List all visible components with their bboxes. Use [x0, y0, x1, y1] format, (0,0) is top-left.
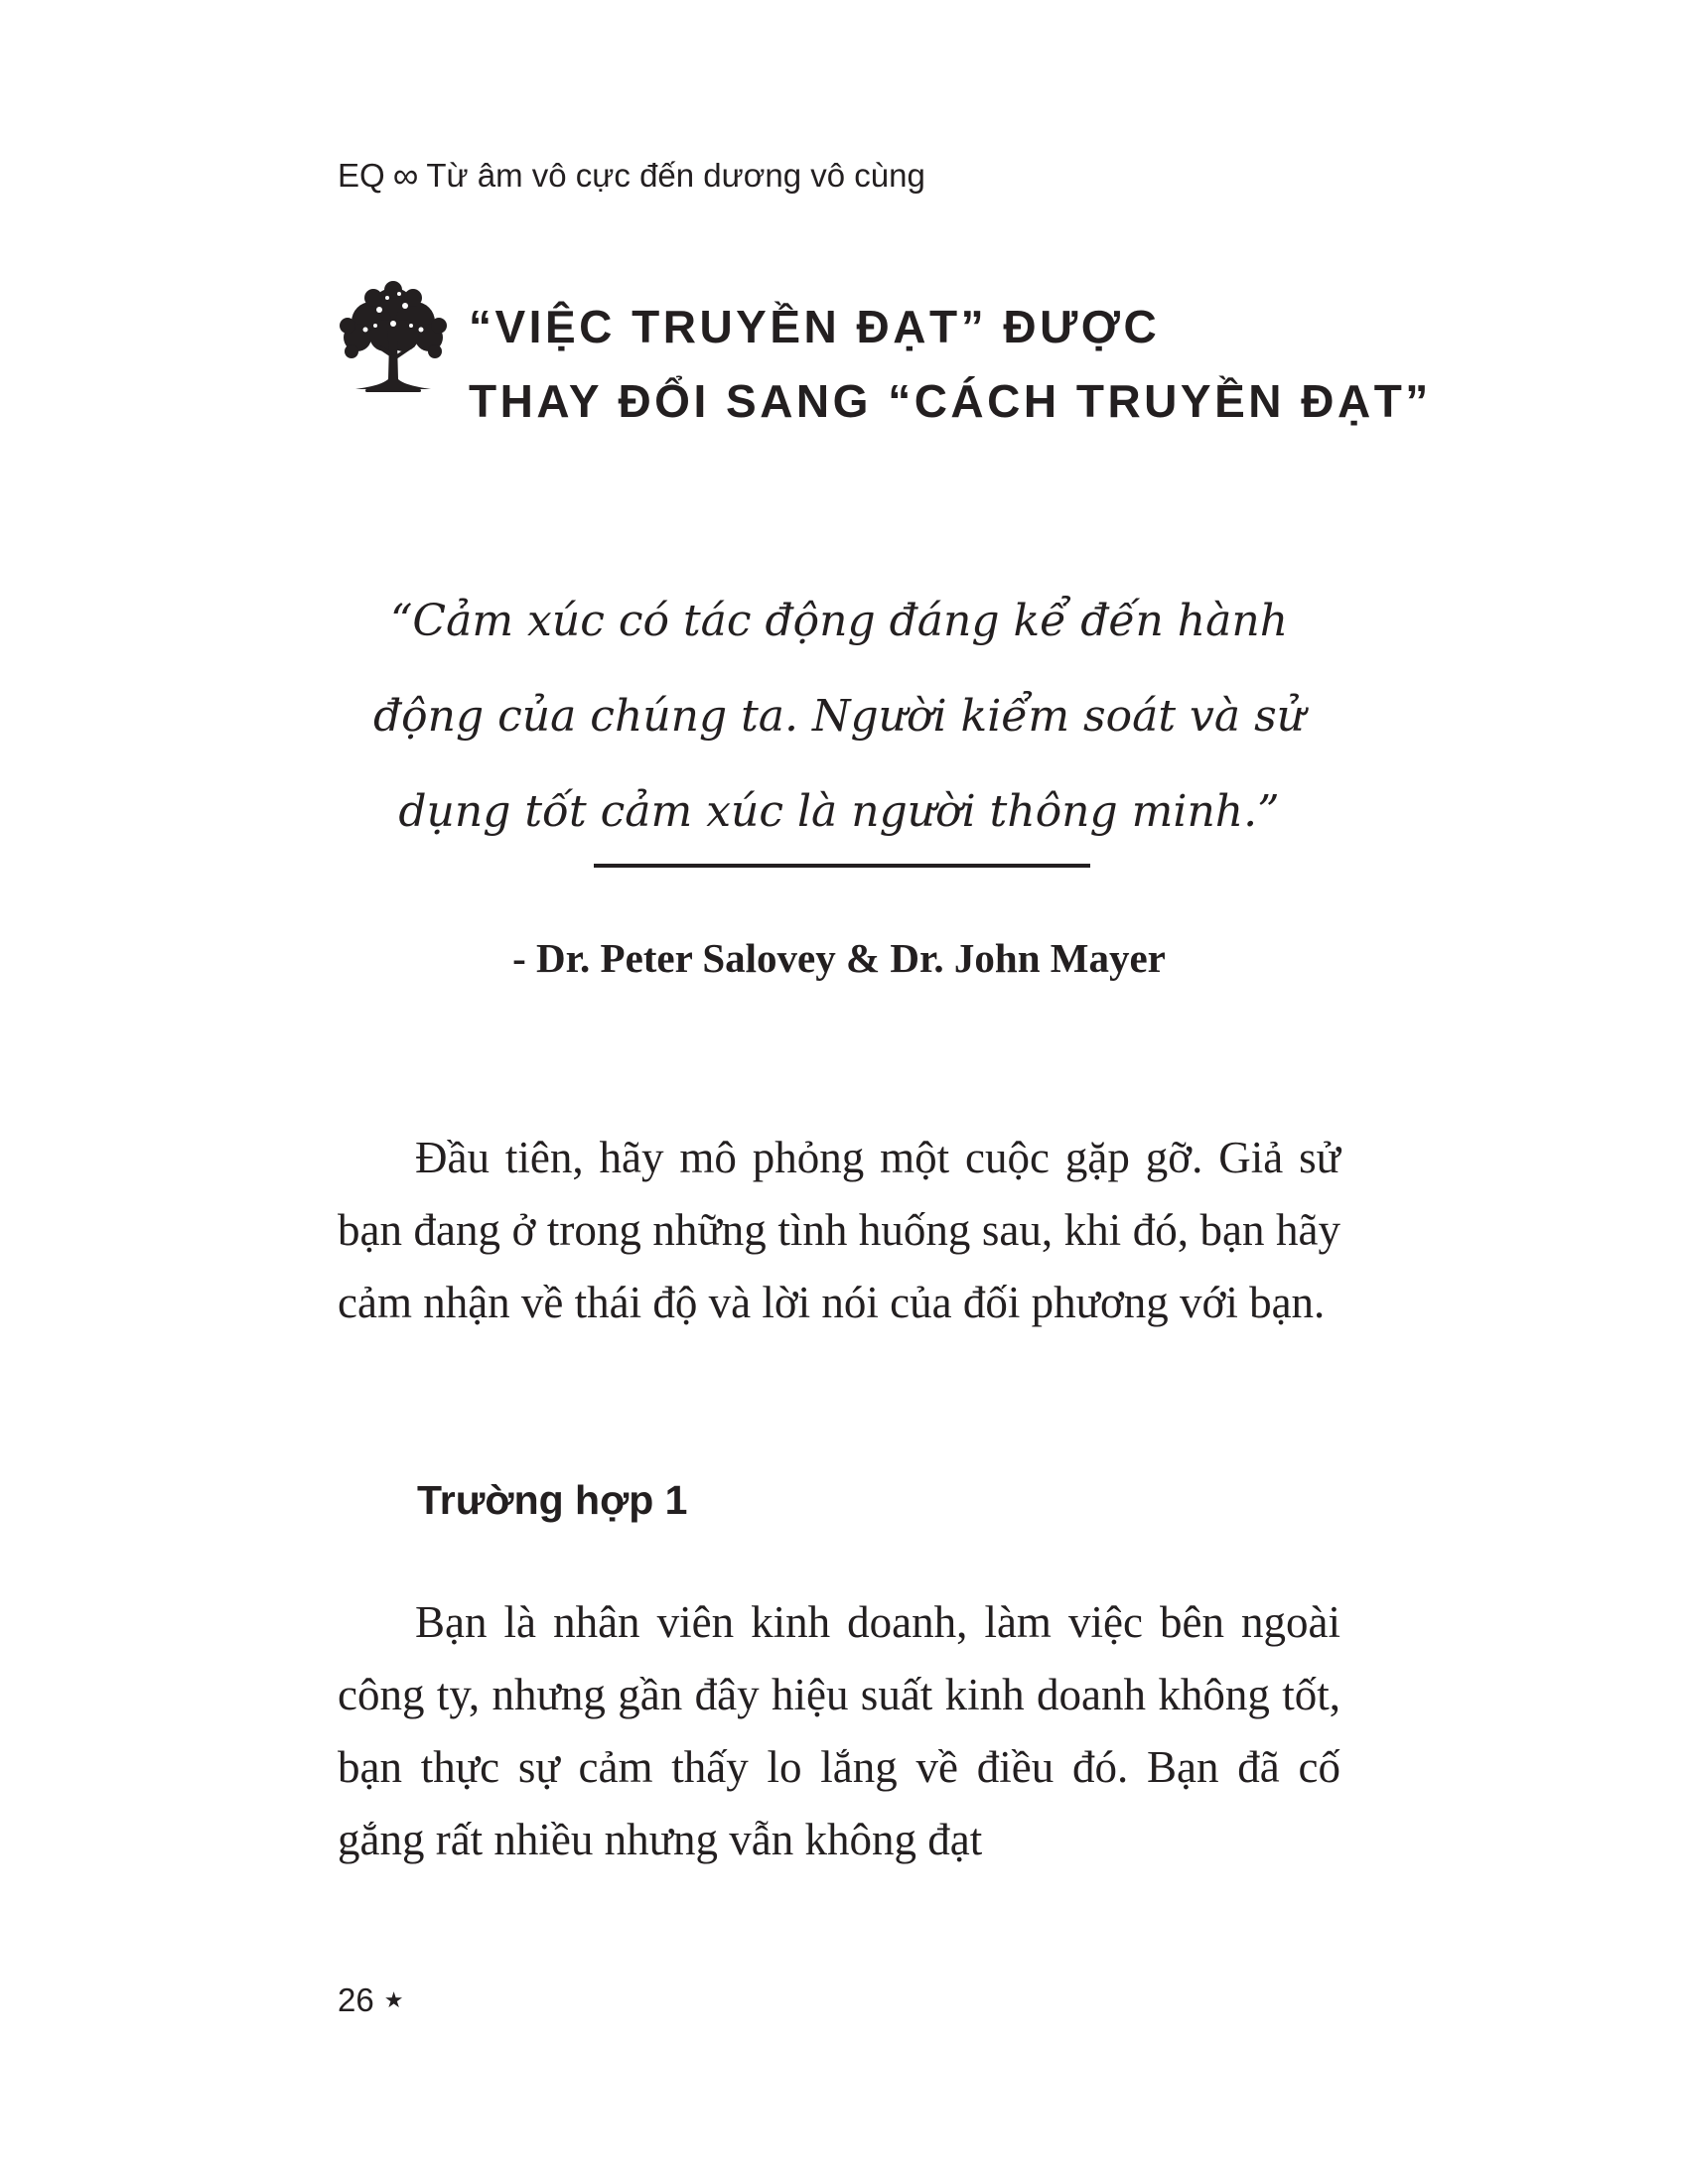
section-heading: Trường hợp 1: [417, 1477, 688, 1523]
book-subtitle: Từ âm vô cực đến dương vô cùng: [426, 157, 925, 194]
chapter-title-line2: THAY ĐỔI SANG “CÁCH TRUYỀN ĐẠT”: [469, 375, 1432, 427]
paragraph-case-1: Bạn là nhân viên kinh doanh, làm việc bên ngoài công ty, nhưng gần đây hiệu suất kinh doanh không tốt, bạn thực sự cảm thấy lo lắng về điều đó. Bạn đã cố gắng rất nhiều nhưng vẫn không đạt: [338, 1597, 1340, 1864]
page-number: 26: [338, 1981, 374, 2018]
running-header: [338, 157, 925, 195]
paragraph-intro: Đầu tiên, hãy mô phỏng một cuộc gặp gỡ. Giả sử bạn đang ở trong những tình huống sau, khi đó, bạn hãy cảm nhận về thái độ và lời nói của đối phương với bạn.: [338, 1133, 1340, 1327]
chapter-title-line1: “VIỆC TRUYỀN ĐẠT” ĐƯỢC: [469, 301, 1161, 352]
tree-icon: [336, 280, 451, 399]
chapter-title: [469, 290, 1432, 439]
epigraph-quote: “Cảm xúc có tác động đáng kể đến hành động của chúng ta. Người kiểm soát và sử dụng tốt cảm xúc là người thông minh.”: [372, 596, 1306, 837]
star-icon: ★: [383, 1987, 404, 2012]
quote-divider: [594, 864, 1090, 868]
quote-author: - Dr. Peter Salovey & Dr. John Mayer: [512, 935, 1166, 981]
book-title: EQ: [338, 157, 385, 194]
page-footer: [338, 1981, 403, 2019]
infinity-icon: ∞: [392, 155, 419, 196]
